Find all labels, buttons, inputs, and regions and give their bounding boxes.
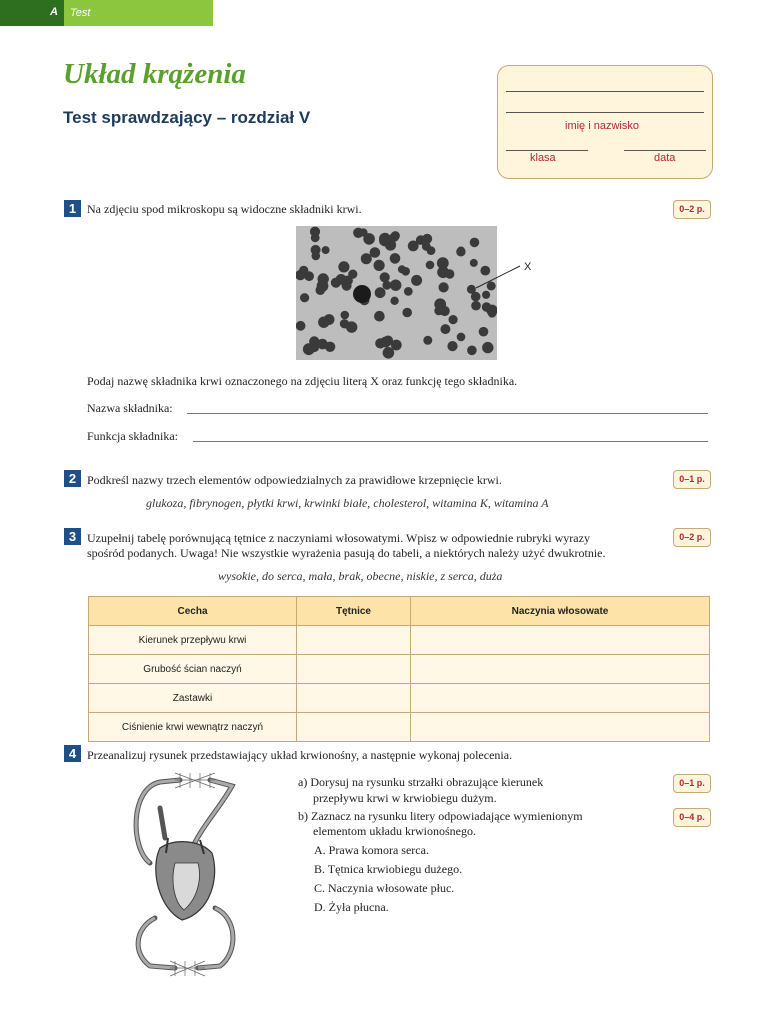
circulatory-system-diagram[interactable] (120, 768, 250, 983)
name-label: imię i nazwisko (565, 120, 639, 132)
blood-cell (383, 347, 395, 359)
blood-cell (426, 261, 435, 270)
question-3-points: 0–2 p. (673, 528, 711, 547)
blood-cell (296, 321, 306, 331)
blood-cell (338, 261, 349, 272)
component-function-label: Funkcja składnika: (87, 429, 178, 443)
table-row-label: Grubość ścian naczyń (89, 655, 297, 684)
blood-cell (471, 301, 481, 311)
blood-cell (408, 241, 419, 252)
table-header-arteries: Tętnice (297, 597, 411, 626)
component-name-line[interactable] (187, 413, 708, 414)
blood-cell (440, 324, 450, 334)
table-header-capillaries: Naczynia włosowate (411, 597, 710, 626)
component-name-label: Nazwa składnika: (87, 401, 173, 415)
question-1-number: 1 (64, 200, 81, 217)
blood-cell (404, 287, 413, 296)
table-row-label: Zastawki (89, 684, 297, 713)
blood-cell (390, 233, 399, 242)
blood-cell (439, 282, 449, 292)
question-2-points: 0–1 p. (673, 470, 711, 489)
table-row (89, 655, 710, 684)
blood-micrograph (296, 226, 497, 360)
table-row (89, 684, 710, 713)
table-row-label: Kierunek przepływu krwi (89, 626, 297, 655)
date-line[interactable] (624, 150, 706, 151)
task-a-points: 0–1 p. (673, 774, 711, 793)
table-header-row (89, 597, 710, 626)
blood-cell (374, 311, 385, 322)
blood-cell (390, 253, 401, 264)
task-a-line2: przepływu krwi w krwiobiegu dużym. (313, 791, 497, 805)
blood-cell (456, 247, 465, 256)
answer-cell[interactable] (297, 626, 411, 655)
question-3-text-line2: spośród podanych. Uwaga! Nie wszystkie wyrażenia pasują do tabeli, a niektórych należy użyć dwukrotnie. (87, 546, 606, 560)
blood-cell (380, 272, 390, 282)
table-header-feature: Cecha (89, 597, 297, 626)
question-4-number: 4 (64, 745, 81, 762)
answer-cell[interactable] (411, 626, 710, 655)
answer-cell[interactable] (297, 684, 411, 713)
blood-cell (402, 308, 412, 318)
question-1-points: 0–2 p. (673, 200, 711, 219)
blood-cell (375, 287, 386, 298)
white-blood-cell (353, 285, 371, 303)
blood-cell (348, 270, 357, 279)
question-2-text: Podkreśl nazwy trzech elementów odpowiedzialnych za prawidłowe krzepnięcie krwi. (87, 473, 502, 487)
blood-cell (470, 238, 480, 248)
blood-cell (437, 266, 449, 278)
date-label: data (654, 152, 676, 164)
blood-cell (398, 265, 406, 273)
strip-text: Test (70, 7, 91, 19)
blood-cell (338, 275, 346, 283)
blood-cell (374, 260, 385, 271)
page-subtitle: Test sprawdzający – rozdział V (63, 108, 311, 127)
class-line[interactable] (506, 150, 588, 151)
blood-cell (379, 233, 391, 245)
blood-cell (341, 311, 350, 320)
blood-cell (427, 246, 436, 255)
task-b-line1: b) Zaznacz na rysunku litery odpowiadające wymienionym (298, 809, 583, 823)
blood-cell (434, 298, 446, 310)
blood-cell (390, 297, 398, 305)
component-function-line[interactable] (193, 441, 708, 442)
question-3-text-line1: Uzupełnij tabelę porównującą tętnice z naczyniami włosowatymi. Wpisz w odpowiednie rubryki wyrazy (87, 531, 590, 545)
blood-cell (411, 275, 422, 286)
task-b-line2: elementom układu krwionośnego. (313, 824, 476, 838)
blood-cell (467, 346, 477, 356)
question-1-instruction: Podaj nazwę składnika krwi oznaczonego na zdjęciu literą X oraz funkcję tego składnika. (87, 374, 518, 388)
blood-cell (312, 252, 321, 261)
blood-cell (311, 233, 320, 242)
list-item: B. Tętnica krwiobiegu dużego. (314, 862, 463, 876)
blood-cell (359, 228, 367, 236)
task-b-points: 0–4 p. (673, 808, 711, 827)
name-line-2[interactable] (506, 112, 704, 113)
marker-x-label: X (524, 261, 532, 273)
blood-cell (447, 341, 457, 351)
question-1-text: Na zdjęciu spod mikroskopu są widoczne składniki krwi. (87, 202, 362, 216)
answer-cell[interactable] (297, 655, 411, 684)
blood-cell (318, 317, 329, 328)
class-label: klasa (530, 152, 556, 164)
answer-cell[interactable] (411, 655, 710, 684)
answer-cell[interactable] (297, 713, 411, 742)
comparison-table (88, 596, 710, 742)
blood-cell (457, 333, 466, 342)
blood-cell (304, 271, 314, 281)
question-3-number: 3 (64, 528, 81, 545)
list-item: C. Naczynia włosowate płuc. (314, 881, 455, 895)
strip-letter: A (50, 6, 58, 18)
list-item: D. Żyła płucna. (314, 900, 389, 914)
student-info-box (497, 65, 713, 179)
task-a-line1: a) Dorysuj na rysunku strzałki obrazujące kierunek (298, 775, 544, 789)
answer-cell[interactable] (411, 684, 710, 713)
blood-cell (340, 319, 349, 328)
blood-cell (479, 327, 489, 337)
blood-cell (423, 336, 432, 345)
list-item: A. Prawa komora serca. (314, 843, 429, 857)
blood-cell (375, 338, 385, 348)
blood-cell (361, 253, 372, 264)
question-2-number: 2 (64, 470, 81, 487)
answer-cell[interactable] (411, 713, 710, 742)
blood-cell (390, 280, 401, 291)
blood-cell (482, 302, 491, 311)
page-title: Układ krążenia (63, 58, 246, 90)
marker-x-pointer (470, 256, 540, 296)
question-4-text: Przeanalizuj rysunek przedstawiający układ krwionośny, a następnie wykonaj polecenia. (87, 748, 513, 762)
header-strip (0, 0, 213, 26)
blood-cell (482, 342, 493, 353)
table-row-label: Ciśnienie krwi wewnątrz naczyń (89, 713, 297, 742)
question-2-options: glukoza, fibrynogen, płytki krwi, krwinki białe, cholesterol, witamina K, witamina A (146, 496, 549, 510)
table-row (89, 713, 710, 742)
blood-cell (322, 246, 330, 254)
name-line-1[interactable] (506, 91, 704, 92)
blood-cell (449, 315, 458, 324)
question-3-options: wysokie, do serca, mała, brak, obecne, niskie, z serca, duża (218, 569, 503, 583)
blood-cell (300, 293, 309, 302)
table-row (89, 626, 710, 655)
blood-cell (316, 285, 326, 295)
blood-cell (318, 273, 329, 284)
blood-cell (325, 342, 335, 352)
